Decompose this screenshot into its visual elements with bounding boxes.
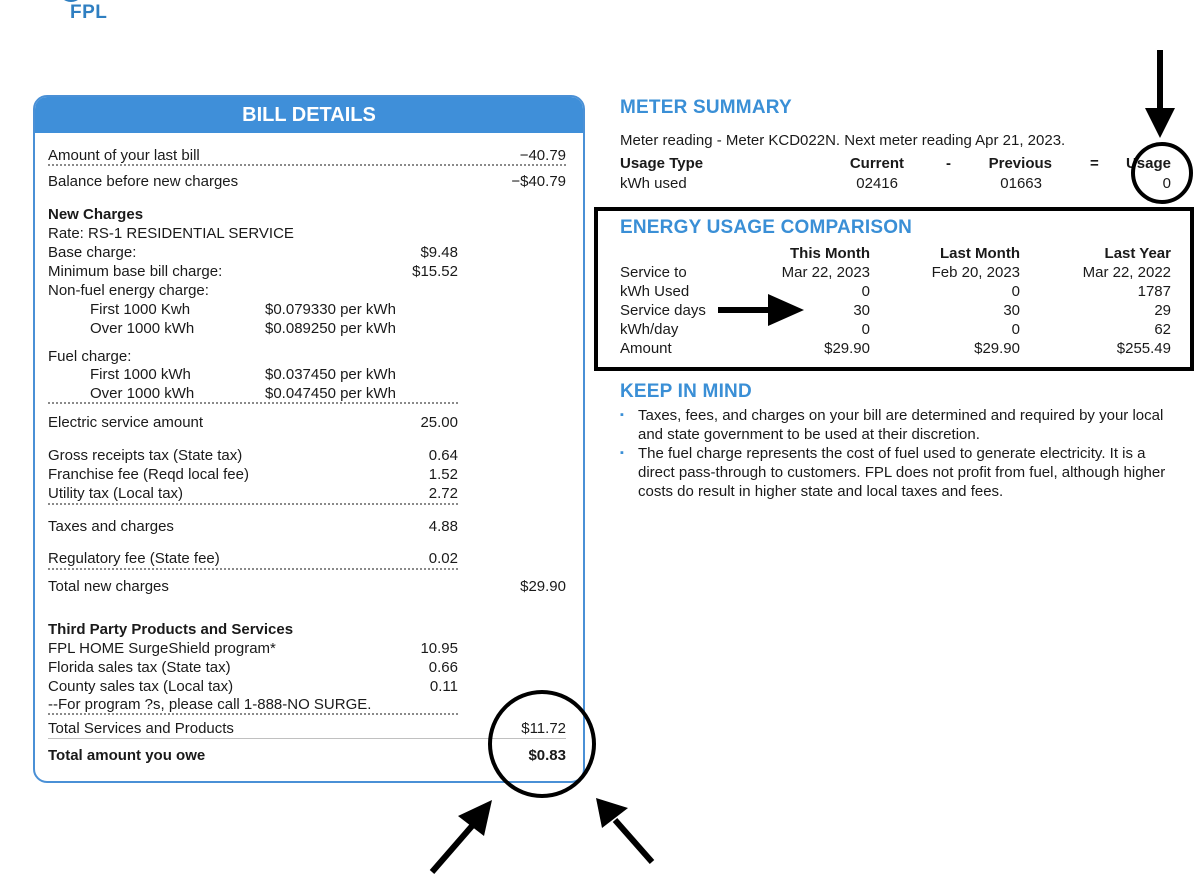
cell: $29.90 (974, 340, 1020, 357)
taxes-label: Taxes and charges (48, 518, 174, 535)
previous-reading: 01663 (1000, 175, 1042, 192)
total-services-label: Total Services and Products (48, 720, 234, 737)
row-label: kWh Used (620, 283, 690, 300)
row-label: kWh/day (620, 321, 679, 338)
balance-value: −$40.79 (511, 173, 566, 190)
col-last-month: Last Month (940, 245, 1020, 262)
min-base-label: Minimum base bill charge: (48, 263, 223, 280)
county-tax-value: 0.11 (429, 678, 458, 695)
franchise-label: Franchise fee (Reqd local fee) (48, 466, 249, 483)
cell: 0 (1011, 283, 1020, 300)
franchise-value: 1.52 (428, 466, 458, 483)
arrow-up-right-icon (432, 800, 492, 872)
cell: Feb 20, 2023 (931, 264, 1020, 281)
usage-value: 0 (1162, 175, 1171, 192)
new-charges-heading: New Charges (48, 206, 144, 223)
utility-tax-value: 2.72 (428, 485, 458, 502)
bill-details-header: BILL DETAILS (35, 97, 583, 133)
program-note: --For program ?s, please call 1-888-NO SURGE. (48, 696, 372, 713)
cell: 1787 (1137, 283, 1171, 300)
surge-value: 10.95 (420, 640, 458, 657)
fuel-label: Fuel charge: (48, 348, 132, 365)
total-services-value: $11.72 (521, 720, 566, 737)
equals-sign: = (1090, 155, 1099, 172)
taxes-value: 4.88 (428, 518, 458, 535)
florida-tax-label: Florida sales tax (State tax) (48, 659, 231, 676)
bullet-icon: ▪ (620, 409, 624, 421)
fuel-over-label: Over 1000 kWh (90, 385, 195, 402)
electric-service-value: 25.00 (420, 414, 458, 431)
total-new-label: Total new charges (48, 578, 169, 595)
arrow-right-icon (718, 294, 804, 326)
surge-label: FPL HOME SurgeShield program* (48, 640, 276, 657)
third-party-heading: Third Party Products and Services (48, 621, 294, 638)
nonfuel-first-rate: $0.079330 per kWh (265, 301, 396, 318)
nonfuel-over-rate: $0.089250 per kWh (265, 320, 396, 337)
balance-label: Balance before new charges (48, 173, 239, 190)
minus-sign: - (946, 155, 951, 172)
nonfuel-label: Non-fuel energy charge: (48, 282, 209, 299)
keep-item-text: Taxes, fees, and charges on your bill are determined and required by your local and state government to be used at their discretion. (638, 407, 1164, 443)
cell: Mar 22, 2022 (1082, 264, 1171, 281)
cell: 30 (853, 302, 870, 319)
cell: $255.49 (1116, 340, 1171, 357)
cell: 62 (1154, 321, 1171, 338)
cell: 0 (861, 283, 870, 300)
cell: $29.90 (824, 340, 870, 357)
gross-receipts-label: Gross receipts tax (State tax) (48, 447, 243, 464)
cell: Mar 22, 2023 (781, 264, 870, 281)
usage-type-header: Usage Type (620, 155, 704, 172)
utility-tax-label: Utility tax (Local tax) (48, 485, 184, 502)
base-charge-label: Base charge: (48, 244, 137, 261)
fpl-logo: FPL (70, 2, 108, 23)
current-reading: 02416 (856, 175, 898, 192)
last-bill-value: −40.79 (519, 147, 566, 164)
gross-receipts-value: 0.64 (428, 447, 458, 464)
fuel-first-label: First 1000 kWh (90, 366, 191, 383)
base-charge-value: $9.48 (420, 244, 458, 261)
row-label: Amount (620, 340, 672, 357)
electric-service-label: Electric service amount (48, 414, 204, 431)
cell: 29 (1154, 302, 1171, 319)
arrow-up-left-icon (596, 798, 652, 862)
total-new-value: $29.90 (520, 578, 566, 595)
row-label: Service to (620, 264, 687, 281)
current-header: Current (849, 155, 904, 172)
meter-reading-text: Meter reading - Meter KCD022N. Next meter reading Apr 21, 2023. (620, 132, 1066, 149)
last-bill-label: Amount of your last bill (48, 147, 200, 164)
total-owe-value: $0.83 (528, 747, 566, 764)
previous-header: Previous (988, 155, 1052, 172)
fuel-over-rate: $0.047450 per kWh (265, 385, 396, 402)
county-tax-label: County sales tax (Local tax) (48, 678, 234, 695)
cell: 0 (861, 321, 870, 338)
cell: 30 (1003, 302, 1020, 319)
keep-in-mind-title: KEEP IN MIND (620, 381, 752, 402)
nonfuel-first-label: First 1000 Kwh (90, 301, 191, 318)
nonfuel-over-label: Over 1000 kWh (90, 320, 195, 337)
regulatory-label: Regulatory fee (State fee) (48, 550, 220, 567)
min-base-value: $15.52 (412, 263, 458, 280)
col-this-month: This Month (790, 245, 870, 262)
florida-tax-value: 0.66 (428, 659, 458, 676)
regulatory-value: 0.02 (428, 550, 458, 567)
rate-label: Rate: RS-1 RESIDENTIAL SERVICE (48, 225, 294, 242)
keep-item-text: The fuel charge represents the cost of fuel used to generate electricity. It is a direct pass-through to customers. FPL does not profit from fuel, although higher costs do result in higher state and local taxes and fees. (638, 445, 1166, 500)
bullet-icon: ▪ (620, 447, 624, 459)
fuel-first-rate: $0.037450 per kWh (265, 366, 396, 383)
cell: 0 (1011, 321, 1020, 338)
usage-header: Usage (1125, 155, 1171, 172)
meter-summary-title: METER SUMMARY (620, 97, 792, 118)
total-owe-label: Total amount you owe (48, 747, 206, 764)
energy-comparison-title: ENERGY USAGE COMPARISON (620, 217, 913, 238)
col-last-year: Last Year (1104, 245, 1171, 262)
arrow-down-icon (1145, 50, 1175, 138)
kwh-used-label: kWh used (620, 175, 687, 192)
row-label: Service days (620, 302, 706, 319)
